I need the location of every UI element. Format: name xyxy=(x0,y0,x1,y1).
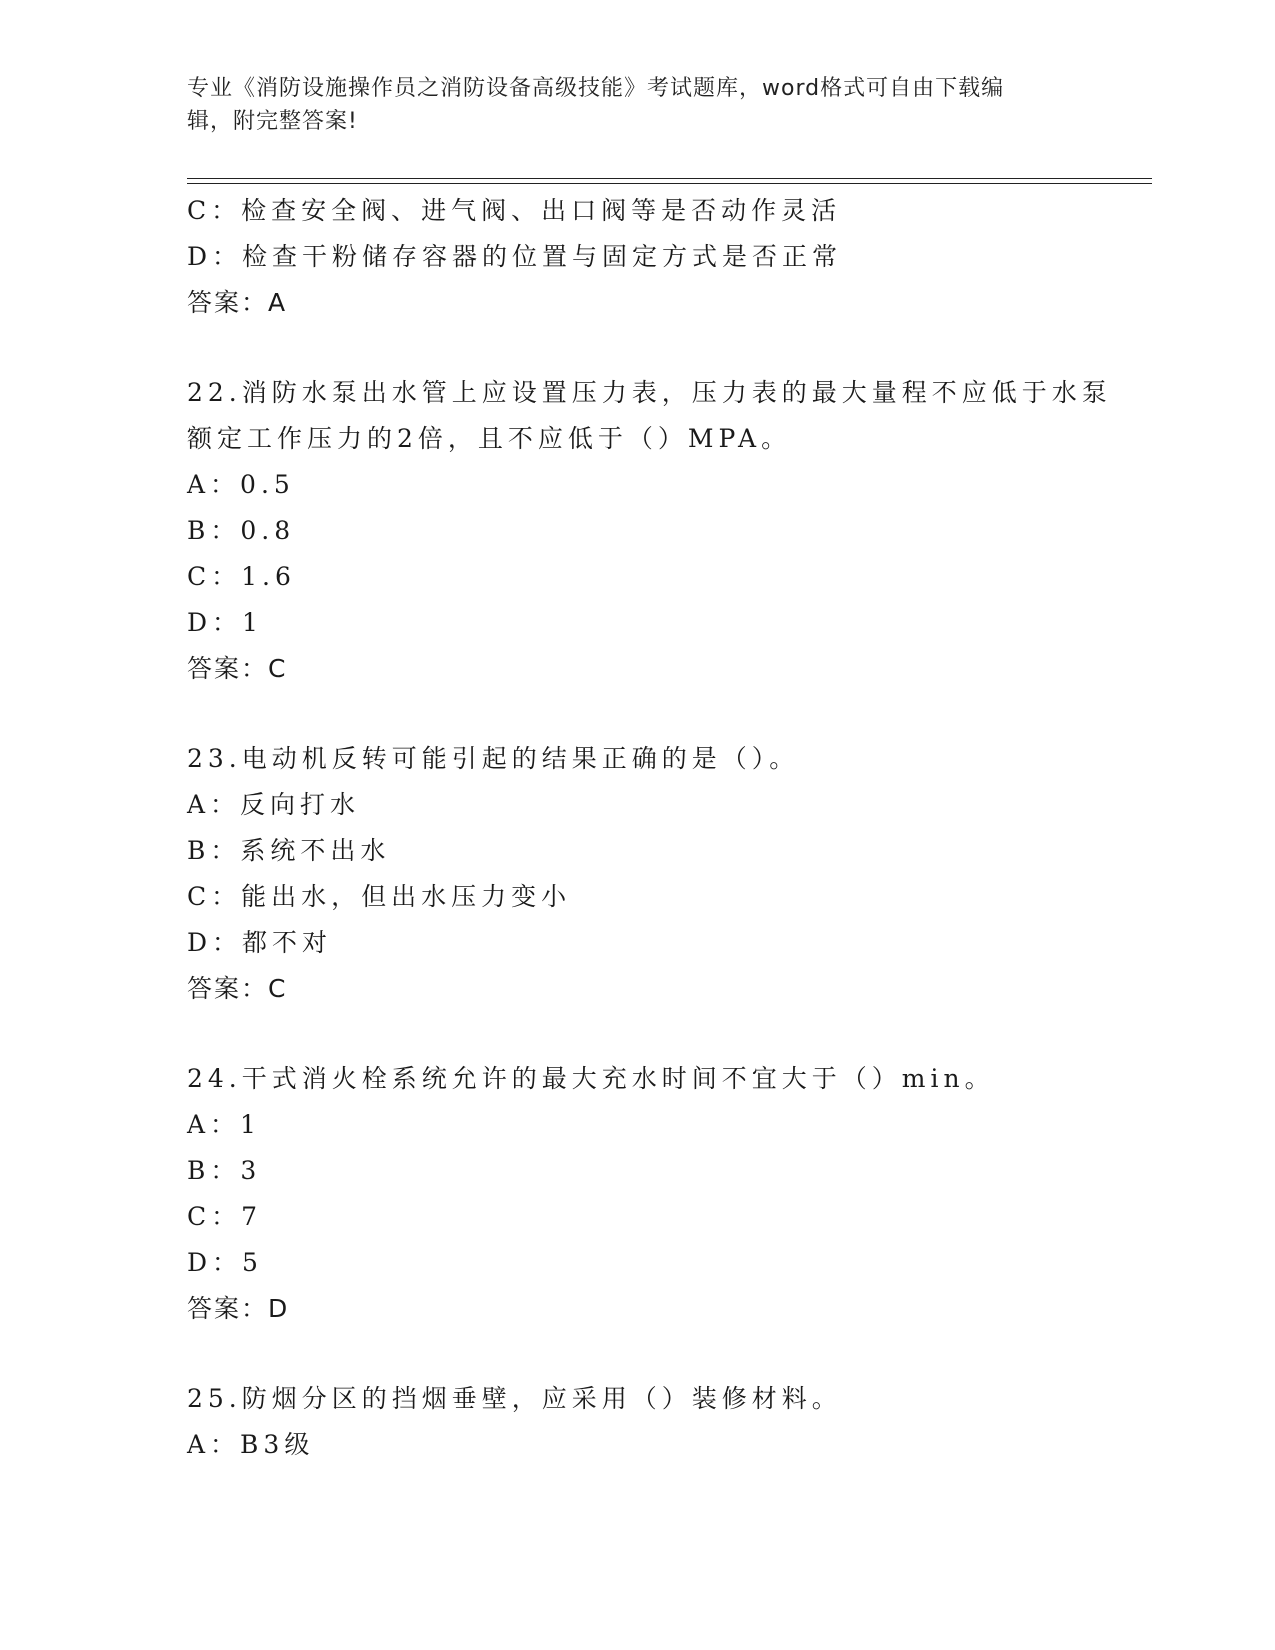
q24-option-b: B：3 xyxy=(187,1156,262,1185)
spacer xyxy=(187,692,1127,736)
q23-option-c: C：能出水，但出水压力变小 xyxy=(187,882,572,911)
q22-stem-line-2: 额定工作压力的2倍，且不应低于（）MPA。 xyxy=(187,424,792,453)
header-line-2: 辑，附完整答案! xyxy=(187,109,358,134)
question-content xyxy=(187,188,1127,1468)
q22-option-c: C：1.6 xyxy=(187,562,296,591)
q23-option-a: A：反向打水 xyxy=(187,790,361,819)
q22-option-d: D：1 xyxy=(187,608,263,637)
q23-option-d: D：都不对 xyxy=(187,928,333,957)
spacer xyxy=(187,326,1127,370)
q24-answer: 答案：D xyxy=(187,1294,290,1323)
question-25 xyxy=(187,1376,1127,1468)
header-divider-top xyxy=(187,178,1152,179)
q24-stem-line-1: 24.干式消火栓系统允许的最大充水时间不宜大于（）min。 xyxy=(187,1064,995,1093)
header-divider-bottom xyxy=(187,183,1152,184)
question-23 xyxy=(187,736,1127,1012)
question-22 xyxy=(187,370,1127,692)
document-header xyxy=(187,72,1067,138)
q25-option-a: A：B3级 xyxy=(187,1430,315,1459)
q23-stem-line-1: 23.电动机反转可能引起的结果正确的是（）。 xyxy=(187,744,800,773)
q22-option-b: B：0.8 xyxy=(187,516,296,545)
spacer xyxy=(187,1012,1127,1056)
q21-option-c: C：检查安全阀、进气阀、出口阀等是否动作灵活 xyxy=(187,196,842,225)
question-21-tail xyxy=(187,188,1127,326)
q24-option-c: C：7 xyxy=(187,1202,263,1231)
q22-option-a: A：0.5 xyxy=(187,470,295,499)
q23-option-b: B：系统不出水 xyxy=(187,836,391,865)
question-24 xyxy=(187,1056,1127,1332)
header-line-1: 专业《消防设施操作员之消防设备高级技能》考试题库，word格式可自由下载编 xyxy=(187,76,1005,101)
q24-option-d: D：5 xyxy=(187,1248,263,1277)
q24-option-a: A：1 xyxy=(187,1110,261,1139)
q23-answer: 答案：C xyxy=(187,974,288,1003)
q25-stem-line-1: 25.防烟分区的挡烟垂壁，应采用（）装修材料。 xyxy=(187,1384,842,1413)
q21-answer: 答案：A xyxy=(187,288,288,317)
spacer xyxy=(187,1332,1127,1376)
q22-stem-line-1: 22.消防水泵出水管上应设置压力表，压力表的最大量程不应低于水泵 xyxy=(187,378,1112,407)
q21-option-d: D：检查干粉储存容器的位置与固定方式是否正常 xyxy=(187,242,843,271)
q22-answer: 答案：C xyxy=(187,654,288,683)
